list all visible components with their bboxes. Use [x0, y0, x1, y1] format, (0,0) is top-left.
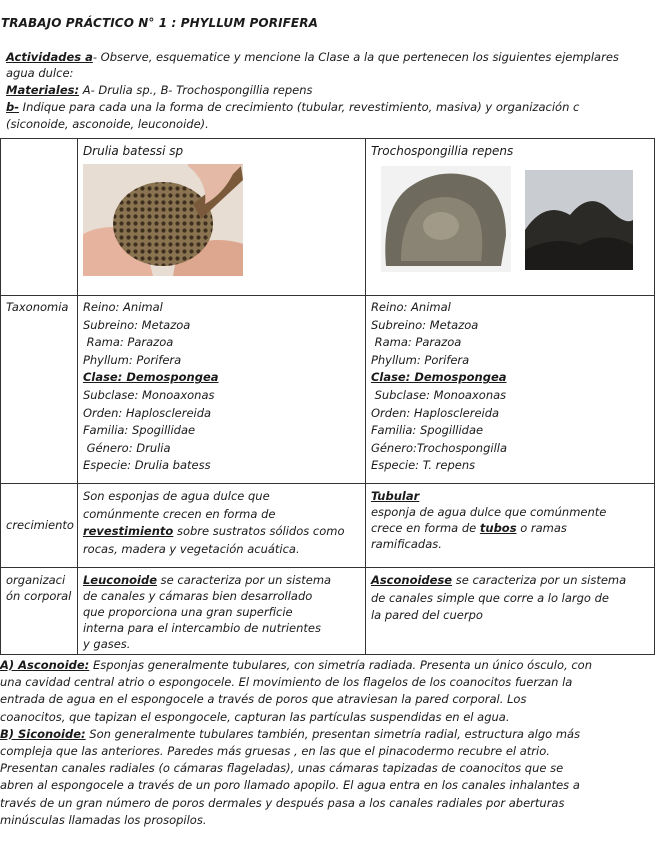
- activities-line-2: agua dulce:: [6, 66, 74, 80]
- taxonomy-line: Clase: Demospongea: [82, 370, 219, 385]
- drulia-organization: [77, 568, 365, 655]
- asconoid-line-1: [0, 657, 655, 674]
- organization-keyword: Asconoidese: [370, 573, 453, 587]
- siconoid-text: Son generalmente tubulares también, presentan simetría radial, estructura algo más: [85, 726, 581, 741]
- organization-text-line: que proporciona una gran superficie: [82, 605, 293, 619]
- trochospongillia-header-cell: [365, 139, 654, 296]
- activities-label: Actividades a: [6, 50, 93, 64]
- trochospongillia-photos: [371, 166, 650, 276]
- asconoid-line-2: una cavidad central atrio o espongocele. El movimiento de los flagelos de los coanocitos fuerzan la: [0, 675, 573, 690]
- siconoid-line-3: Presentan canales radiales (o cámaras flageladas), unas cámaras tapizadas de coanocitos que se: [0, 761, 564, 776]
- organization-text-line: y gases.: [82, 637, 131, 651]
- organization-text-line: interna para el intercambio de nutrientes: [82, 621, 321, 635]
- taxonomy-line: Orden: Haplosclereida: [82, 405, 212, 420]
- taxonomy-line: Phyllum: Porifera: [82, 352, 182, 367]
- table-row-taxonomy: [1, 296, 655, 484]
- drulia-header: Drulia batessi sp: [82, 144, 184, 158]
- taxonomy-line: Reino: Animal: [370, 300, 451, 314]
- growth-text: sobre sustratos sólidos como: [173, 524, 345, 539]
- growth-text-line: [371, 520, 650, 536]
- table-row-header: [1, 139, 655, 296]
- organization-label-line: organizaci: [6, 573, 66, 587]
- organization-text-line: la pared del cuerpo: [370, 608, 483, 622]
- organization-keyword: Leuconoide: [82, 573, 158, 587]
- siconoid-line-5: través de un gran número de poros dermales y después pasa a los canales radiales por aberturas: [0, 795, 565, 810]
- activities-text: - Observe, esquematice y mencione la Clase a la que pertenecen los siguientes ejemplares: [92, 50, 619, 64]
- drulia-growth: [77, 484, 365, 568]
- taxonomy-line: Familia: Spogillidae: [370, 423, 484, 438]
- materials-label: Materiales:: [6, 83, 80, 97]
- asconoid-label: A) Asconoide:: [0, 658, 90, 672]
- growth-keyword: revestimiento: [82, 524, 174, 539]
- page-title: TRABAJO PRÁCTICO N° 1 : PHYLLUM PORIFERA: [1, 16, 318, 30]
- growth-text-line: [83, 523, 361, 541]
- instruction-b-label: b-: [6, 100, 20, 114]
- taxonomy-line: Especie: Drulia batess: [82, 458, 211, 473]
- trochospongillia-photo-2: [525, 170, 633, 270]
- table-row-growth: [1, 484, 655, 568]
- siconoid-line-1: [0, 726, 655, 743]
- siconoid-line-4: abren al espongocele a través de un poro llamado apopilo. El agua entra en los canales inhalantes a: [0, 778, 580, 793]
- growth-text-line: ramificadas.: [370, 537, 442, 551]
- taxonomy-line: Género: Drulia: [82, 440, 171, 455]
- taxonomy-line: Reino: Animal: [82, 300, 163, 314]
- growth-text-line: esponja de agua dulce que comúnmente: [370, 505, 607, 519]
- drulia-photo: [83, 164, 243, 276]
- organization-label: [1, 568, 78, 655]
- taxonomy-line: Subreino: Metazoa: [370, 317, 479, 332]
- growth-text-line: Son esponjas de agua dulce que: [82, 489, 270, 503]
- materials-line: [6, 83, 313, 98]
- asconoid-line-4: coanocitos, que tapizan el espongocele, capturan las partículas suspendidas en el agua.: [0, 709, 510, 724]
- organization-label-line: ón corporal: [6, 589, 72, 603]
- growth-text-line: comúnmente crecen en forma de: [82, 506, 276, 521]
- siconoid-label: B) Siconoide:: [0, 726, 86, 741]
- trochospongillia-photo-1: [381, 166, 511, 272]
- taxonomy-line: Subclase: Monoaxonas: [82, 387, 215, 402]
- drulia-taxonomy: [77, 296, 365, 484]
- growth-text: crece en forma de: [370, 521, 480, 535]
- siconoid-line-2: compleja que las anteriores. Paredes más gruesas , en las que el pinacodermo recubre el atrio.: [0, 744, 550, 759]
- taxonomy-line: Especie: T. repens: [370, 458, 476, 473]
- trochospongillia-taxonomy: [365, 296, 654, 484]
- species-table: [0, 138, 655, 655]
- growth-text-line: rocas, madera y vegetación acuática.: [82, 541, 300, 556]
- activities-line: [6, 50, 619, 65]
- table-row-organization: [1, 568, 655, 655]
- taxonomy-line: Rama: Parazoa: [82, 335, 174, 350]
- asconoid-line-3: entrada de agua en el espongocele a través de poros que atraviesan la pared corporal. Los: [0, 692, 527, 707]
- taxonomy-line: Género:Trochospongilla: [370, 440, 508, 455]
- organization-text-line: de canales y cámaras bien desarrollado: [82, 589, 313, 603]
- taxonomy-line: Rama: Parazoa: [370, 335, 462, 350]
- growth-keyword: Tubular: [370, 489, 420, 503]
- instruction-b-line: [6, 100, 579, 115]
- drulia-header-cell: [77, 139, 365, 296]
- instruction-b-text: Indique para cada una la forma de crecimiento (tubular, revestimiento, masiva) y organización c: [19, 100, 580, 114]
- growth-text: o ramas: [516, 521, 567, 535]
- trochospongillia-header: Trochospongillia repens: [370, 144, 514, 158]
- table-cell-empty: [1, 139, 78, 296]
- explanations: [0, 657, 655, 829]
- siconoid-line-6: minúsculas llamadas los prosopilos.: [0, 812, 207, 827]
- organization-text: se caracteriza por un sistema: [157, 573, 332, 587]
- taxonomy-line: Subreino: Metazoa: [82, 317, 191, 332]
- instruction-b-line-2: (siconoide, asconoide, leuconoide).: [6, 117, 209, 131]
- taxonomy-line: Clase: Demospongea: [370, 370, 507, 385]
- trochospongillia-organization: [365, 568, 654, 655]
- asconoid-text: Esponjas generalmente tubulares, con simetría radiada. Presenta un único ósculo, con: [89, 658, 593, 672]
- taxonomy-line: Phyllum: Porifera: [370, 352, 470, 367]
- growth-keyword-tubes: tubos: [479, 521, 517, 535]
- taxonomy-line: Subclase: Monoaxonas: [370, 387, 507, 402]
- taxonomy-line: Orden: Haplosclereida: [370, 405, 500, 420]
- trochospongillia-growth: [365, 484, 654, 568]
- taxonomy-label: Taxonomia: [1, 296, 78, 484]
- growth-keyword-line: [371, 488, 650, 504]
- organization-text-line: [371, 572, 650, 590]
- organization-text-line: [83, 572, 361, 588]
- organization-text-line: de canales simple que corre a lo largo de: [370, 590, 609, 605]
- materials-text: A- Drulia sp., B- Trochospongillia repens: [79, 83, 313, 97]
- growth-label: crecimiento: [1, 484, 78, 568]
- taxonomy-line: Familia: Spogillidae: [82, 423, 196, 438]
- organization-text: se caracteriza por un sistema: [452, 573, 627, 587]
